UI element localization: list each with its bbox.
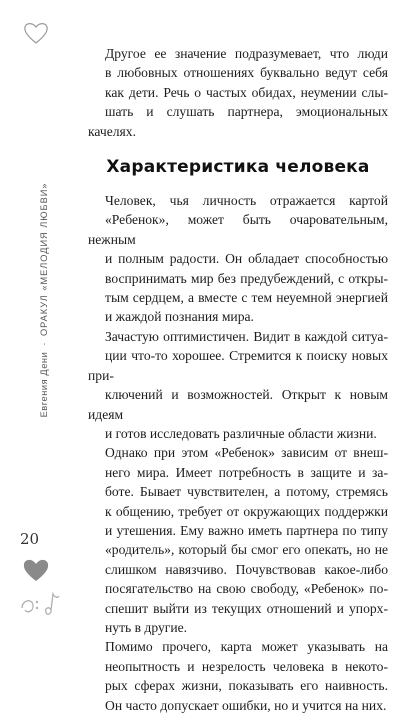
- paragraph: [88, 443, 388, 637]
- page-number: 20: [20, 530, 40, 548]
- text-line: него мира. Имеет потребность в защите и за-: [105, 464, 388, 480]
- heart-outline-icon: [23, 21, 49, 45]
- text-line: «родитель», который бы смог его опекать, но не: [105, 542, 388, 558]
- text-line: спешит выйти из текущих отношений и упорх-: [105, 600, 388, 616]
- text-line: и полным радости. Он обладает способностью: [105, 251, 388, 267]
- running-head-author: Евгения Дени: [39, 351, 49, 418]
- text-line: слишком навязчиво. Почувствовав какое-либо: [105, 561, 388, 577]
- text-line: Однако при этом «Ребенок» зависим от внеш-: [105, 445, 388, 461]
- running-head: [39, 183, 49, 418]
- text-line: Зачастую оптимистичен. Видит в каждой ситуа-: [105, 328, 388, 344]
- text-line: боте. Бывает чувствителен, а потому, стремясь: [105, 484, 388, 500]
- text-line: к общению, требует от окружающих поддержки: [105, 503, 388, 519]
- text-line: в любовных отношениях буквально ведут себя: [105, 65, 388, 81]
- text-line: и утешения. Ему важно иметь партнера по типу: [105, 522, 388, 538]
- text-line: как дети. Речь о частых обидах, неумении слы-: [105, 84, 388, 100]
- text-line: и готов исследовать различные области жизни.: [105, 425, 377, 441]
- text-line: шать и слушать партнера, эмоциональных качелях.: [88, 104, 388, 139]
- text-line: посягательство на свою свободу, «Ребенок» по-: [105, 581, 388, 597]
- text-line: Человек, чья личность отражается картой: [105, 193, 388, 209]
- music-notes-icon: [18, 586, 62, 620]
- heart-filled-icon: [22, 557, 50, 583]
- paragraph: [88, 637, 388, 715]
- text-line: воспринимать мир без предубеждений, с откры-: [105, 270, 388, 286]
- text-line: Другое ее значение подразумевает, что люди: [105, 46, 388, 61]
- section-heading: Характеристика человека: [106, 157, 370, 178]
- text-line: неопытность и незрелость человека в некото-: [105, 658, 388, 674]
- text-line: и жаждой познания мира.: [105, 309, 254, 325]
- text-line: ции что-то хорошее. Стремится к поиску новых при-: [88, 348, 388, 383]
- running-head-book-title: ОРАКУЛ «МЕЛОДИЯ ЛЮБВИ»: [39, 182, 49, 336]
- text-line: Помимо прочего, карта может указывать на: [105, 639, 388, 655]
- text-line: рых сферах жизни, показывать его наивность.: [105, 678, 388, 694]
- page-body: [88, 44, 388, 715]
- margin-decoration: [0, 0, 62, 625]
- paragraph: [88, 191, 388, 327]
- text-line: ключений и возможностей. Открыт к новым идеям: [88, 387, 388, 422]
- text-line: тым сердцем, а вместе с тем неуемной энергией: [105, 290, 388, 306]
- text-line: Он часто допускает ошибки, но и учится на них.: [105, 697, 387, 713]
- paragraph: [88, 327, 388, 443]
- intro-paragraph: [88, 44, 388, 141]
- text-line: нуть в другие.: [105, 619, 188, 635]
- text-line: «Ребенок», может быть очаровательным, нежным: [88, 212, 388, 247]
- running-head-separator: ·: [39, 342, 49, 346]
